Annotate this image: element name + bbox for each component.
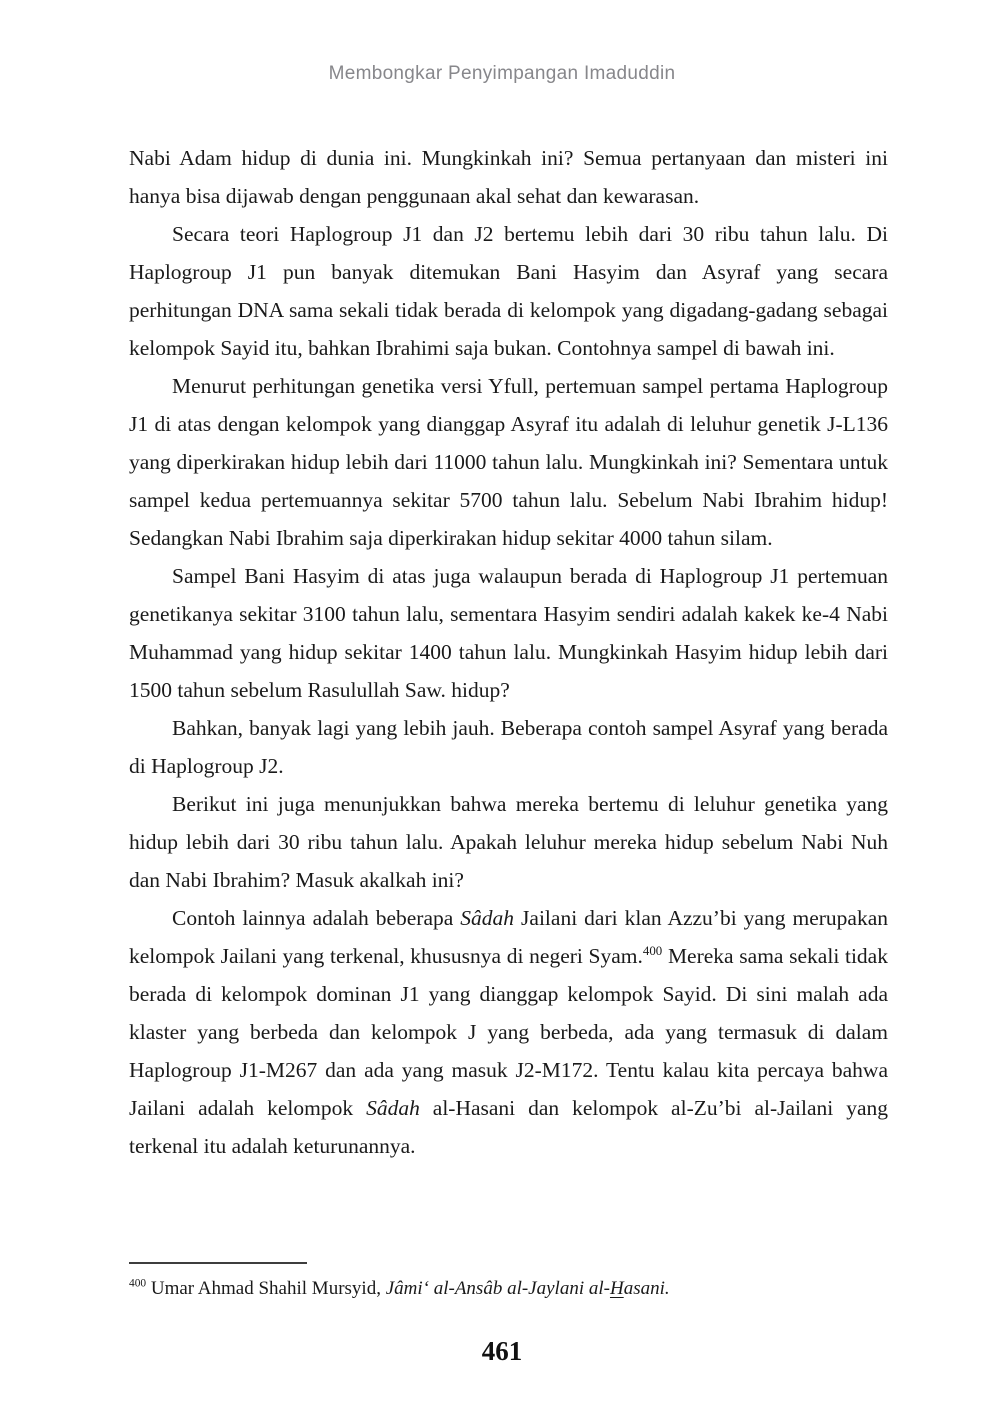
running-header: Membongkar Penyimpangan Imaduddin xyxy=(328,63,676,84)
paragraph: Bahkan, banyak lagi yang lebih jauh. Beberapa contoh sampel Asyraf yang berada di Haplogroup J2. xyxy=(129,716,888,778)
footnote: $^{400}$ Umar Ahmad Shahil Mursyid, Jâmi‘ al-Ansâb al-Jaylani al-Hasani. xyxy=(129,1277,670,1299)
page-number: 461 xyxy=(481,1336,523,1366)
body-text xyxy=(129,139,888,1165)
footnote-separator xyxy=(129,1262,307,1264)
footnote-reference: 400 xyxy=(642,943,663,958)
paragraph: Berikut ini juga menunjukkan bahwa mereka bertemu di leluhur genetika yang hidup lebih dari 30 ribu tahun lalu. Apakah leluhur mereka hidup sebelum Nabi Nuh dan Nabi Ibrahim? Masuk akalkah ini? xyxy=(129,792,888,892)
paragraph: Menurut perhitungan genetika versi Yfull, pertemuan sampel pertama Haplogroup J1 di atas dengan kelompok yang dianggap Asyraf itu adalah di leluhur genetik J-L136 yang diperkirakan hidup lebih dari 11000 tahun lalu. Mungkinkah ini? Sementara untuk sampel kedua pertemuannya sekitar 5700 tahun lalu. Sebelum Nabi Ibrahim hidup! Sedangkan Nabi Ibrahim saja diperkirakan hidup sekitar 4000 tahun silam. xyxy=(129,374,888,550)
paragraph: Secara teori Haplogroup J1 dan J2 bertemu lebih dari 30 ribu tahun lalu. Di Haplogroup J1 pun banyak ditemukan Bani Hasyim dan Asyraf yang secara perhitungan DNA sama sekali tidak berada di kelompok yang digadang-gadang sebagai kelompok Sayid itu, bahkan Ibrahimi saja bukan. Contohnya sampel di bawah ini. xyxy=(129,222,888,360)
paragraph: Sampel Bani Hasyim di atas juga walaupun berada di Haplogroup J1 pertemuan genetikanya sekitar 3100 tahun lalu, sementara Hasyim sendiri adalah kakek ke-4 Nabi Muhammad yang hidup sekitar 1400 tahun lalu. Mungkinkah Hasyim hidup lebih dari 1500 tahun sebelum Rasulullah Saw. hidup? xyxy=(129,564,888,702)
footnote-reference: 400 xyxy=(129,1277,147,1290)
paragraph: Nabi Adam hidup di dunia ini. Mungkinkah ini? Semua pertanyaan dan misteri ini hanya bisa dijawab dengan penggunaan akal sehat dan kewarasan. xyxy=(129,146,888,208)
paragraph: Contoh lainnya adalah beberapa Sâdah Jailani dari klan Azzu’bi yang merupakan kelompok Jailani yang terkenal, khususnya di negeri Syam.$^{400}$ Mereka sama sekali tidak berada di kelompok dominan J1 yang dianggap kelompok Sayid. Di sini malah ada klaster yang berbeda dan kelompok J yang berbeda, ada yang termasuk di dalam Haplogroup J1-M267 dan ada yang masuk J2-M172. Tentu kalau kita percaya bahwa Jailani adalah kelompok Sâdah al-Hasani dan kelompok al-Zu’bi al-Jailani yang terkenal itu adalah keturunannya. xyxy=(129,906,888,1158)
